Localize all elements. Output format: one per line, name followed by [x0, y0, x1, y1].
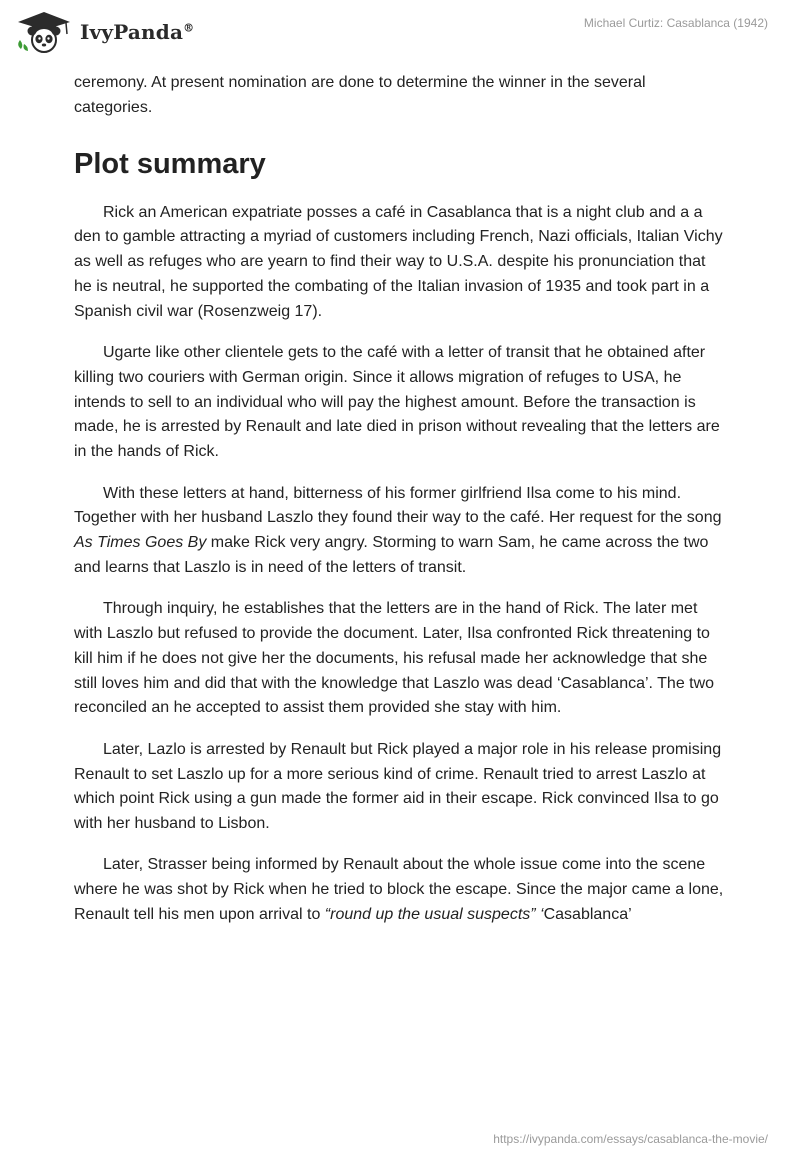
- song-title: As Times Goes By: [74, 534, 207, 552]
- essay-body: [74, 71, 726, 944]
- brand-name: IvyPanda®: [80, 20, 195, 44]
- source-url-link[interactable]: https://ivypanda.com/essays/casablanca-the-movie/: [493, 1132, 768, 1146]
- panda-graduate-icon: [14, 10, 74, 54]
- paragraph-3: [74, 482, 726, 581]
- paragraph-3-text-after: make Rick very angry. Storming to warn Sam, he came across the two and learns that Laszlo is in need of the letters of transit.: [74, 534, 709, 576]
- movie-quote: “round up the usual suspects” ‘: [324, 906, 544, 924]
- paragraph-6-text-before: Later, Strasser being informed by Renault about the whole issue come into the scene where he was shot by Rick when he tried to block the escape. Since the major came a lone, Renault tell his men upon arrival to: [74, 856, 724, 924]
- paragraph-5: Later, Lazlo is arrested by Renault but Rick played a major role in his release promising Renault to set Laszlo up for a more serious kind of crime. Renault tried to arrest Laszlo at which point Rick using a gun made the former aid in their escape. Rick convinced Ilsa to go with her husband to Lisbon.: [74, 740, 722, 833]
- registered-mark: ®: [183, 21, 195, 35]
- paragraph-2: Ugarte like other clientele gets to the café with a letter of transit that he obtained after killing two couriers with German origin. Since it allows migration of refuges to USA, he intends to sell to an individual who will pay the highest amount. Before the transaction is made, he is arrested by Renault and late died in prison without revealing that the letters are in the hands of Rick.: [74, 344, 720, 461]
- section-heading: Plot summary: [74, 147, 266, 180]
- paragraph-6: [74, 853, 726, 927]
- intro-paragraph: ceremony. At present nomination are done to determine the winner in the several categories.: [74, 74, 646, 116]
- paragraph-4: Through inquiry, he establishes that the letters are in the hand of Rick. The later met with Laszlo but refused to provide the document. Later, Ilsa confronted Rick threatening to kill him if he does not give her the documents, his refusal made her acknowledge that she still loves him and did that with the knowledge that Laszlo was dead ‘Casablanca’. The two reconciled an he accepted to assist them provided she stay with him.: [74, 600, 715, 717]
- page-header: [0, 0, 800, 70]
- paragraph-1: Rick an American expatriate posses a café in Casablanca that is a night club and a a den to gamble attracting a myriad of customers including French, Nazi officials, Italian Vichy as well as refuges who are yearn to find their way to U.S.A. despite his pronunciation that he is neutral, he supported the combating of the Italian invasion of 1935 and took part in a Spanish civil war (Rosenzweig 17).: [74, 203, 723, 320]
- running-title: Michael Curtiz: Casablanca (1942): [583, 16, 768, 30]
- paragraph-3-text-before: With these letters at hand, bitterness of his former girlfriend Ilsa come to his mind. Together with her husband Laszlo they found their way to the café. Her request for the song: [74, 484, 722, 527]
- brand-logo[interactable]: [14, 10, 194, 54]
- paragraph-6-text-after: Casablanca’: [543, 906, 632, 924]
